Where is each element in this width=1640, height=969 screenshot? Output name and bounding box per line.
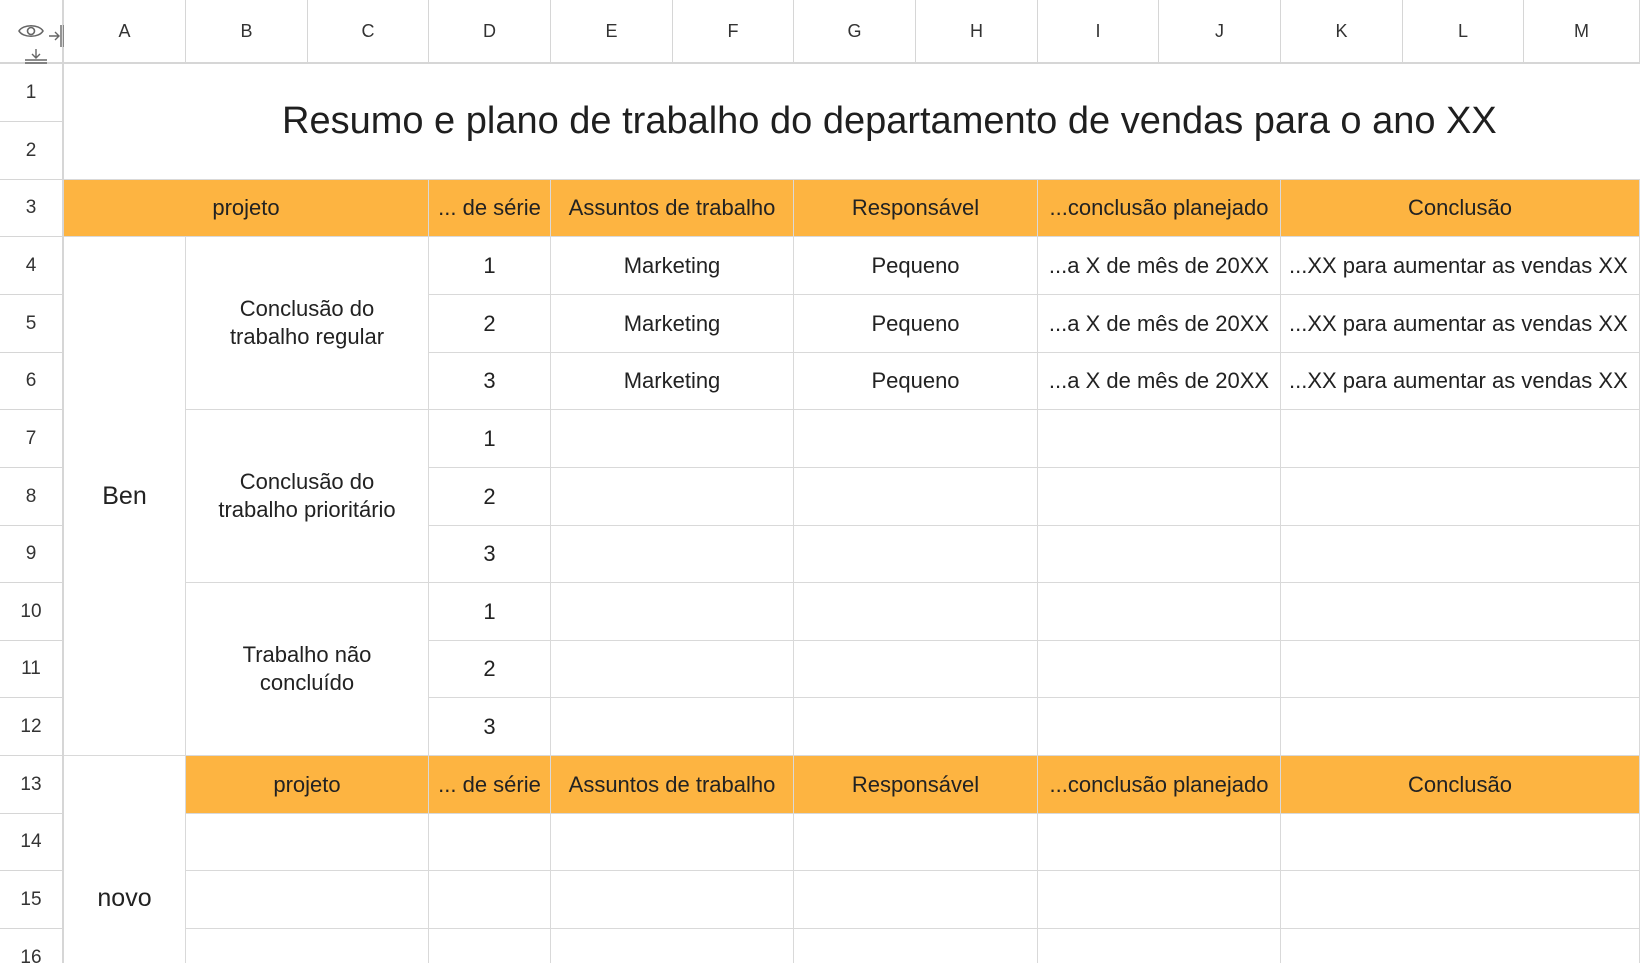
column-header-c[interactable]: C bbox=[308, 0, 429, 64]
section-label-prioritario[interactable]: Conclusão do trabalho prioritário bbox=[186, 410, 429, 583]
planejado-cell[interactable] bbox=[1038, 410, 1281, 468]
serie-cell[interactable]: 3 bbox=[429, 353, 551, 410]
empty-cell[interactable] bbox=[794, 929, 1038, 963]
eye-icon[interactable] bbox=[18, 22, 44, 40]
column-header-f[interactable]: F bbox=[673, 0, 794, 64]
person-name-cell[interactable]: Ben bbox=[64, 237, 186, 756]
empty-cell[interactable] bbox=[1281, 929, 1640, 963]
serie-cell[interactable]: 2 bbox=[429, 641, 551, 698]
assunto-cell[interactable] bbox=[551, 410, 794, 468]
column-header-l[interactable]: L bbox=[1403, 0, 1524, 64]
column-header-b[interactable]: B bbox=[186, 0, 308, 64]
empty-cell[interactable] bbox=[1038, 871, 1281, 929]
row-header-7[interactable]: 7 bbox=[0, 410, 64, 468]
empty-cell[interactable] bbox=[429, 929, 551, 963]
header-projeto[interactable]: projeto bbox=[64, 180, 429, 237]
assunto-cell[interactable] bbox=[551, 526, 794, 583]
empty-cell[interactable] bbox=[186, 929, 429, 963]
section-label-nao-concluido[interactable]: Trabalho não concluído bbox=[186, 583, 429, 756]
conclusao-cell[interactable]: ...XX para aumentar as vendas XX bbox=[1281, 237, 1640, 295]
empty-cell[interactable] bbox=[1038, 929, 1281, 963]
conclusao-cell[interactable]: ...XX para aumentar as vendas XX bbox=[1281, 295, 1640, 353]
serie-cell[interactable]: 1 bbox=[429, 583, 551, 641]
row-header-13[interactable]: 13 bbox=[0, 756, 64, 814]
serie-cell[interactable]: 3 bbox=[429, 698, 551, 756]
column-header-e[interactable]: E bbox=[551, 0, 673, 64]
row-header-14[interactable]: 14 bbox=[0, 814, 64, 871]
assunto-cell[interactable] bbox=[551, 641, 794, 698]
planejado-cell[interactable] bbox=[1038, 583, 1281, 641]
row-header-3[interactable]: 3 bbox=[0, 180, 64, 237]
conclusao-cell[interactable] bbox=[1281, 526, 1640, 583]
planejado-cell[interactable]: ...a X de mês de 20XX bbox=[1038, 295, 1281, 353]
column-header-g[interactable]: G bbox=[794, 0, 916, 64]
row-header-12[interactable]: 12 bbox=[0, 698, 64, 756]
planejado-cell[interactable] bbox=[1038, 641, 1281, 698]
planejado-cell[interactable] bbox=[1038, 468, 1281, 526]
responsavel-cell[interactable] bbox=[794, 698, 1038, 756]
row-header-11[interactable]: 11 bbox=[0, 641, 64, 698]
planejado-cell[interactable] bbox=[1038, 698, 1281, 756]
row-header-10[interactable]: 10 bbox=[0, 583, 64, 641]
serie-cell[interactable]: 1 bbox=[429, 237, 551, 295]
header-conclusao-2[interactable]: Conclusão bbox=[1281, 756, 1640, 814]
planejado-cell[interactable] bbox=[1038, 526, 1281, 583]
empty-cell[interactable] bbox=[1281, 814, 1640, 871]
responsavel-cell[interactable] bbox=[794, 583, 1038, 641]
planejado-cell[interactable]: ...a X de mês de 20XX bbox=[1038, 237, 1281, 295]
column-header-i[interactable]: I bbox=[1038, 0, 1159, 64]
row-header-15[interactable]: 15 bbox=[0, 871, 64, 929]
header-serie-2[interactable]: ... de série bbox=[429, 756, 551, 814]
assunto-cell[interactable]: Marketing bbox=[551, 353, 794, 410]
assunto-cell[interactable]: Marketing bbox=[551, 237, 794, 295]
assunto-cell[interactable] bbox=[551, 468, 794, 526]
conclusao-cell[interactable] bbox=[1281, 698, 1640, 756]
responsavel-cell[interactable]: Pequeno bbox=[794, 237, 1038, 295]
serie-cell[interactable]: 2 bbox=[429, 295, 551, 353]
section-label-regular[interactable]: Conclusão do trabalho regular bbox=[186, 237, 429, 410]
empty-cell[interactable] bbox=[1281, 871, 1640, 929]
assunto-cell[interactable] bbox=[551, 583, 794, 641]
column-header-a[interactable]: A bbox=[64, 0, 186, 64]
responsavel-cell[interactable] bbox=[794, 526, 1038, 583]
header-serie[interactable]: ... de série bbox=[429, 180, 551, 237]
assunto-cell[interactable]: Marketing bbox=[551, 295, 794, 353]
row-header-6[interactable]: 6 bbox=[0, 353, 64, 410]
serie-cell[interactable]: 2 bbox=[429, 468, 551, 526]
header-assuntos[interactable]: Assuntos de trabalho bbox=[551, 180, 794, 237]
empty-cell[interactable] bbox=[429, 814, 551, 871]
row-header-9[interactable]: 9 bbox=[0, 526, 64, 583]
empty-cell[interactable] bbox=[551, 814, 794, 871]
header-assuntos-2[interactable]: Assuntos de trabalho bbox=[551, 756, 794, 814]
empty-cell[interactable] bbox=[186, 814, 429, 871]
row-header-1[interactable]: 1 bbox=[0, 64, 64, 122]
conclusao-cell[interactable] bbox=[1281, 641, 1640, 698]
empty-cell[interactable] bbox=[551, 929, 794, 963]
row-header-4[interactable]: 4 bbox=[0, 237, 64, 295]
header-conclusao[interactable]: Conclusão bbox=[1281, 180, 1640, 237]
header-planejado-2[interactable]: ...conclusão planejado bbox=[1038, 756, 1281, 814]
empty-cell[interactable] bbox=[794, 814, 1038, 871]
empty-cell[interactable] bbox=[186, 871, 429, 929]
empty-cell[interactable] bbox=[551, 871, 794, 929]
conclusao-cell[interactable] bbox=[1281, 468, 1640, 526]
empty-cell[interactable] bbox=[1038, 814, 1281, 871]
row-header-16[interactable]: 16 bbox=[0, 929, 64, 963]
responsavel-cell[interactable]: Pequeno bbox=[794, 295, 1038, 353]
person-name-cell-2[interactable]: novo bbox=[64, 756, 186, 963]
column-header-h[interactable]: H bbox=[916, 0, 1038, 64]
empty-cell[interactable] bbox=[794, 871, 1038, 929]
serie-cell[interactable]: 3 bbox=[429, 526, 551, 583]
responsavel-cell[interactable] bbox=[794, 410, 1038, 468]
row-header-8[interactable]: 8 bbox=[0, 468, 64, 526]
conclusao-cell[interactable] bbox=[1281, 410, 1640, 468]
planejado-cell[interactable]: ...a X de mês de 20XX bbox=[1038, 353, 1281, 410]
responsavel-cell[interactable] bbox=[794, 641, 1038, 698]
select-all-corner[interactable] bbox=[0, 0, 64, 64]
conclusao-cell[interactable]: ...XX para aumentar as vendas XX bbox=[1281, 353, 1640, 410]
responsavel-cell[interactable]: Pequeno bbox=[794, 353, 1038, 410]
assunto-cell[interactable] bbox=[551, 698, 794, 756]
header-responsavel[interactable]: Responsável bbox=[794, 180, 1038, 237]
serie-cell[interactable]: 1 bbox=[429, 410, 551, 468]
header-projeto-2[interactable]: projeto bbox=[186, 756, 429, 814]
conclusao-cell[interactable] bbox=[1281, 583, 1640, 641]
row-header-5[interactable]: 5 bbox=[0, 295, 64, 353]
column-header-j[interactable]: J bbox=[1159, 0, 1281, 64]
column-header-d[interactable]: D bbox=[429, 0, 551, 64]
header-responsavel-2[interactable]: Responsável bbox=[794, 756, 1038, 814]
column-header-m[interactable]: M bbox=[1524, 0, 1640, 64]
empty-cell[interactable] bbox=[429, 871, 551, 929]
sheet-title[interactable]: Resumo e plano de trabalho do departamento de vendas para o ano XX bbox=[64, 64, 1640, 180]
column-header-k[interactable]: K bbox=[1281, 0, 1403, 64]
row-header-2[interactable]: 2 bbox=[0, 122, 64, 180]
header-planejado[interactable]: ...conclusão planejado bbox=[1038, 180, 1281, 237]
responsavel-cell[interactable] bbox=[794, 468, 1038, 526]
